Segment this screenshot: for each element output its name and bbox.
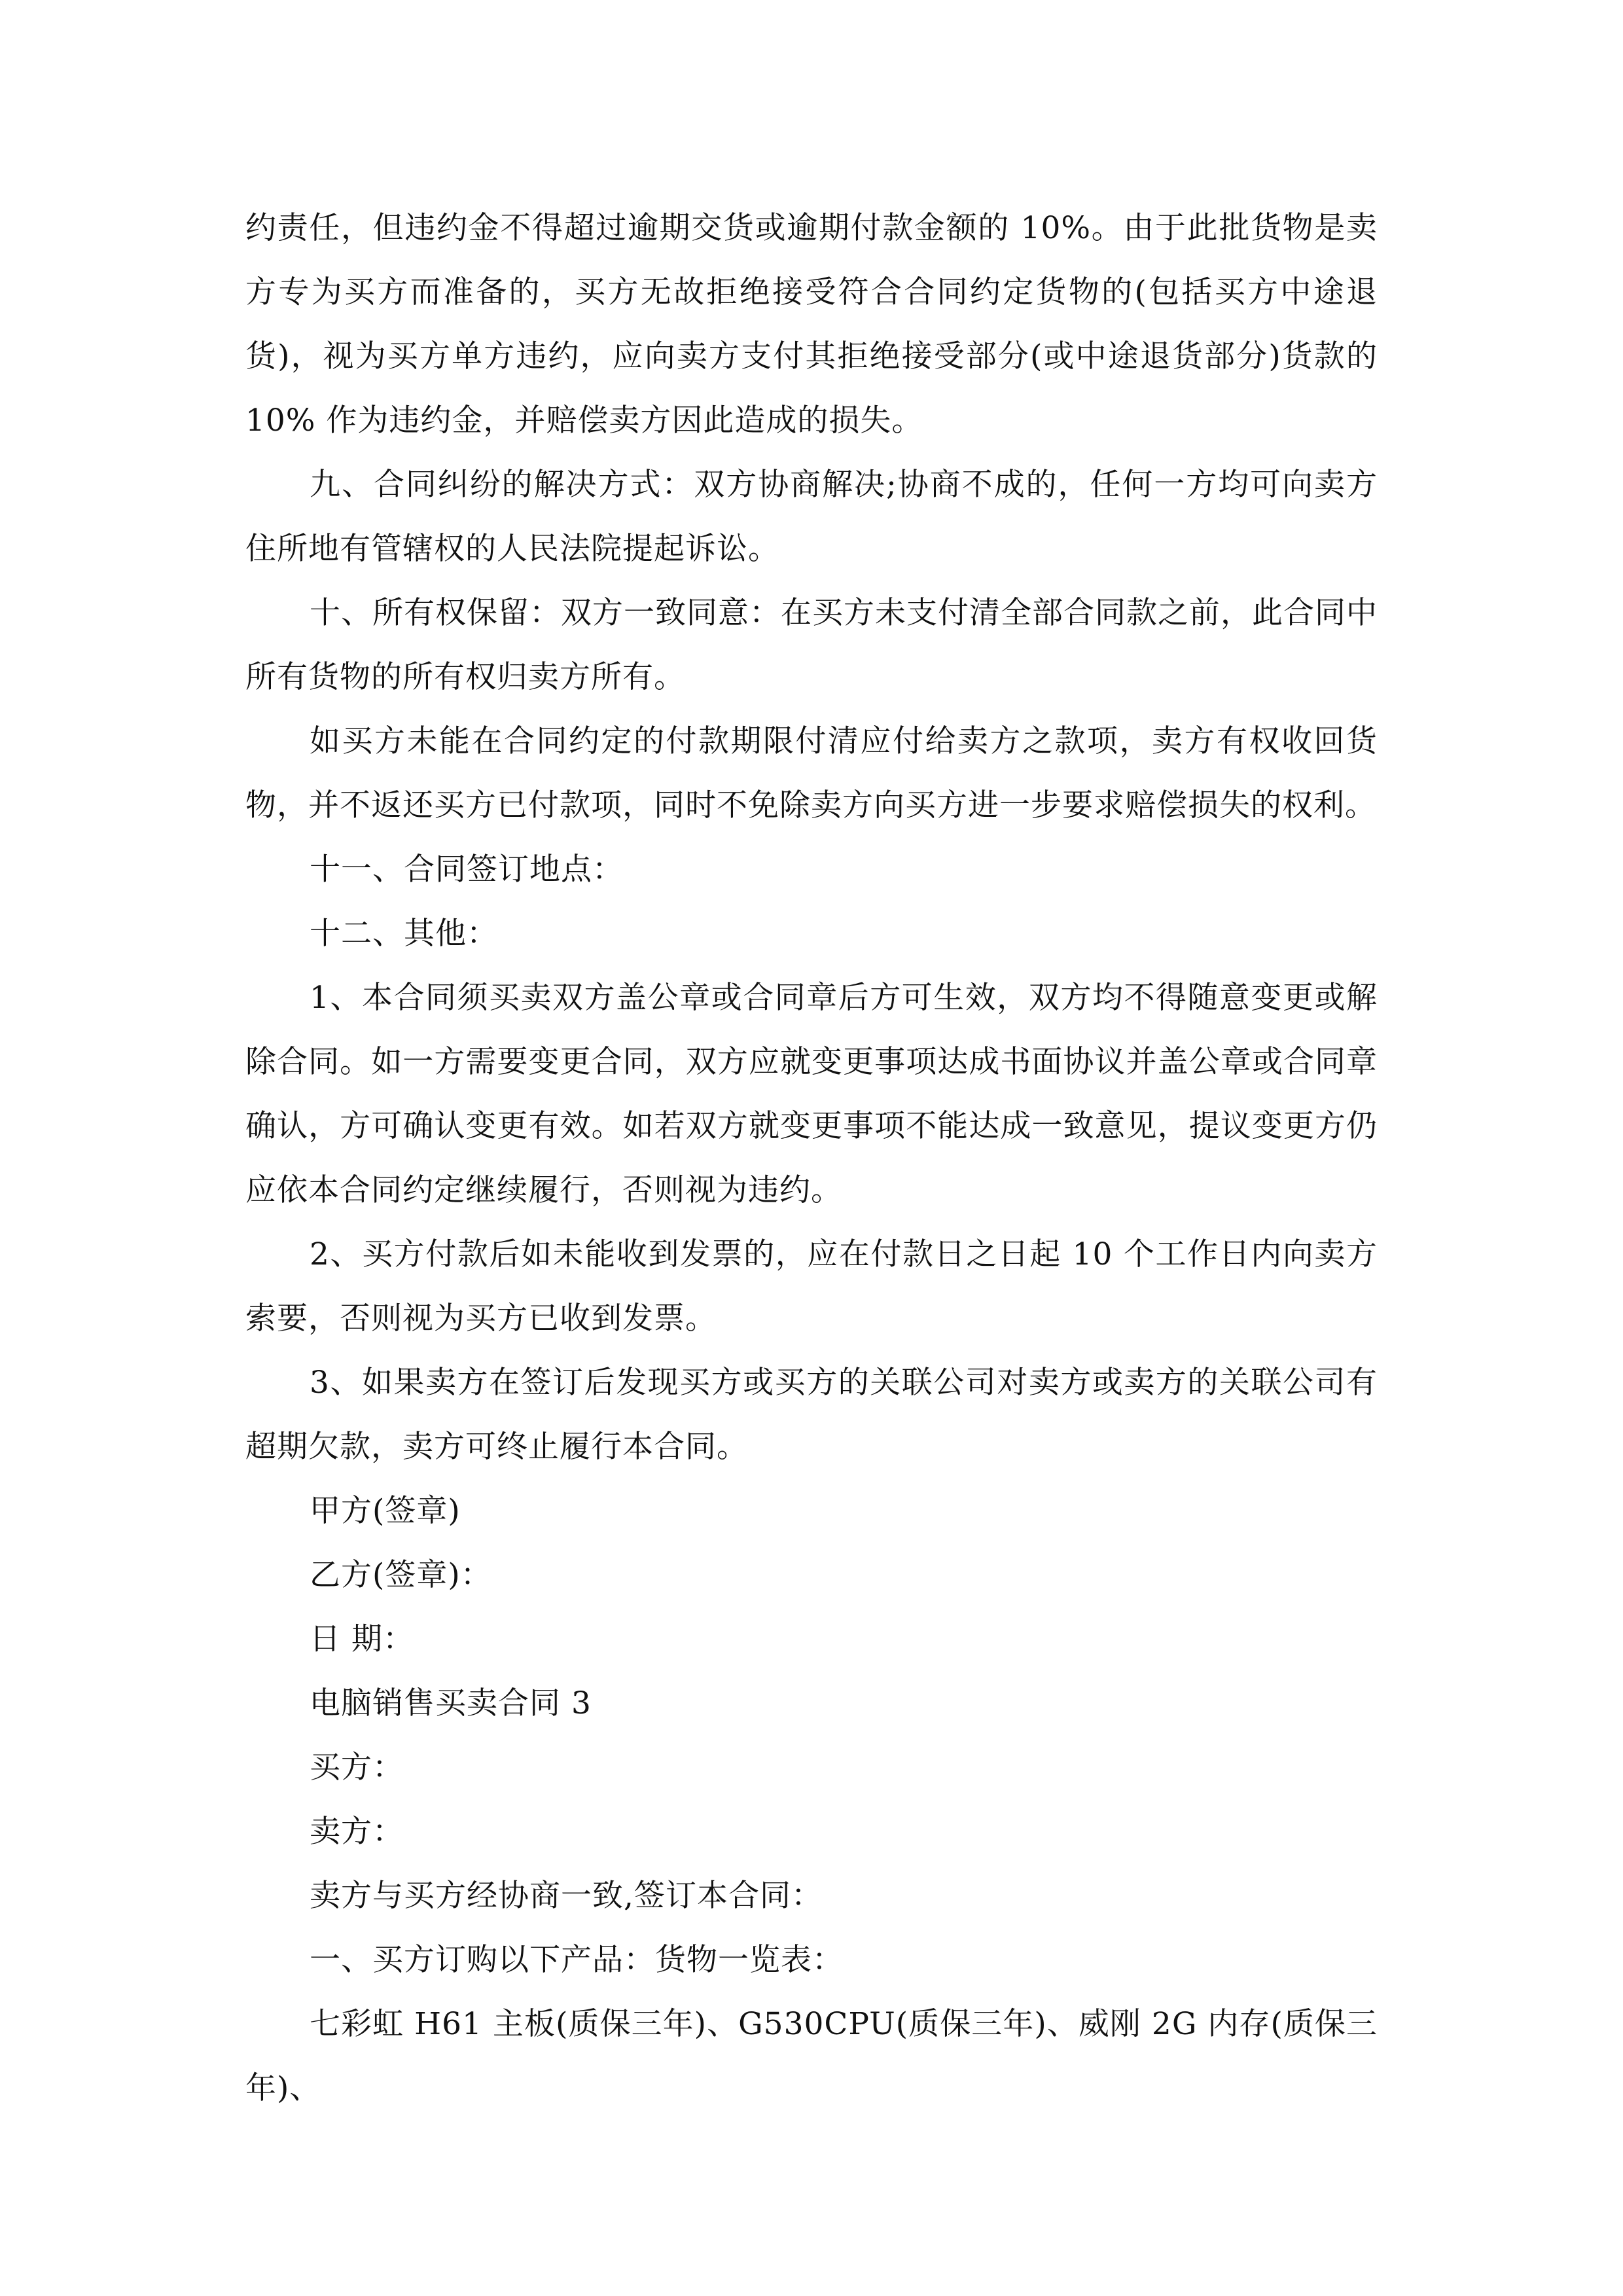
order-heading: 一、买方订购以下产品：货物一览表： — [310, 1942, 844, 1978]
paragraph-dispute-resolution: 九、合同纠纷的解决方式：双方协商解决;协商不成的，任何一方均可向卖方住所地有管辖权的人民法院提起诉讼。 — [245, 467, 1378, 567]
paragraph-penalty-clause: 约责任，但违约金不得超过逾期交货或逾期付款金额的 10%。由于此批货物是卖方专为买方而准备的，买方无故拒绝接受符合合同约定货物的(包括买方中途退货)，视为买方单方违约，应向卖方支付其拒绝接受部分(或中途退货部分)货款的 10% 作为违约金，并赔偿卖方因此造成的损失。 — [245, 210, 1378, 439]
party-b-signature-line: 乙方(签章)： — [310, 1557, 492, 1593]
product-list-line: 七彩虹 H61 主板(质保三年)、G530CPU(质保三年)、威刚 2G 内存(质保三年)、 — [245, 2006, 1378, 2106]
party-a-signature-line: 甲方(签章) — [310, 1493, 461, 1529]
contract-3-title: 电脑销售买卖合同 3 — [310, 1685, 592, 1721]
paragraph-signing-location: 十一、合同签订地点： — [310, 852, 624, 888]
paragraph-other-item-2: 2、买方付款后如未能收到发票的，应在付款日之日起 10 个工作日内向卖方索要，否则视为买方已收到发票。 — [245, 1236, 1378, 1336]
paragraph-other-item-1: 1、本合同须买卖双方盖公章或合同章后方可生效，双方均不得随意变更或解除合同。如一方需要变更合同，双方应就变更事项达成书面协议并盖公章或合同章确认，方可确认变更有效。如若双方就变更事项不能达成一致意见，提议变更方仍应依本合同约定继续履行，否则视为违约。 — [245, 980, 1378, 1208]
paragraph-other-heading: 十二、其他： — [310, 916, 498, 952]
buyer-line: 买方： — [310, 1749, 404, 1785]
paragraph-ownership-retention: 十、所有权保留：双方一致同意：在买方未支付清全部合同款之前，此合同中所有货物的所有权归卖方所有。 — [245, 595, 1378, 695]
document-body — [245, 196, 1378, 2121]
date-line: 日 期： — [310, 1621, 414, 1657]
agreement-intro: 卖方与买方经协商一致,签订本合同： — [310, 1878, 823, 1914]
seller-line: 卖方： — [310, 1814, 404, 1850]
paragraph-repossession: 如买方未能在合同约定的付款期限付清应付给卖方之款项，卖方有权收回货物，并不返还买方已付款项，同时不免除卖方向买方进一步要求赔偿损失的权利。 — [245, 723, 1378, 823]
paragraph-other-item-3: 3、如果卖方在签订后发现买方或买方的关联公司对卖方或卖方的关联公司有超期欠款，卖方可终止履行本合同。 — [245, 1365, 1378, 1465]
